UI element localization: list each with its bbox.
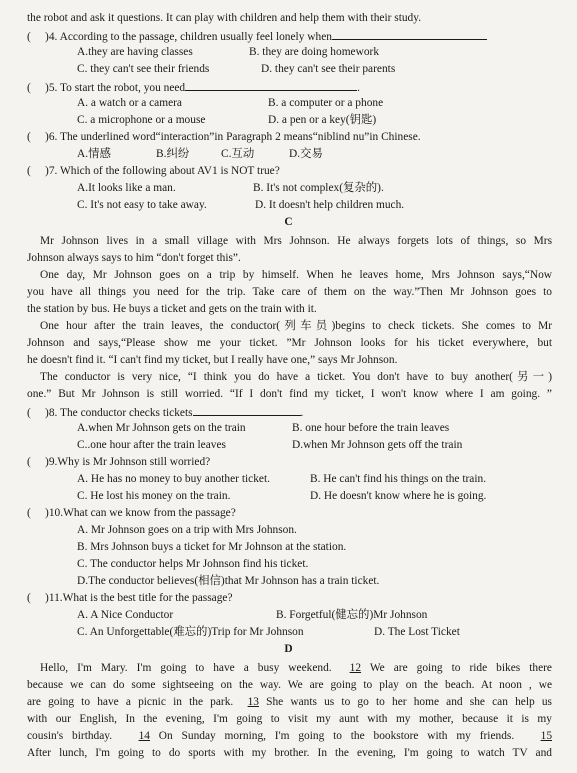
question-8-end: . (300, 407, 304, 419)
question-4-option-a: A.they are having classes (77, 46, 193, 58)
answer-blank (332, 28, 487, 40)
answer-paren: ( (27, 507, 31, 519)
passage-d-line (40, 661, 552, 676)
question-6-option-a: A.情感 (77, 148, 111, 160)
question-5-option-c: C. a microphone or a mouse (77, 114, 206, 126)
question-5-stem (27, 79, 360, 96)
question-5-option-d: D. a pen or a key(钥匙) (268, 114, 377, 126)
question-10-stem (27, 506, 236, 521)
passage-c-line: you have all things you need for the trip. Take care of them on the way.”Then Mr Johnson goes to (27, 286, 552, 298)
passage-d-text: are going to have a picnic in the park. (27, 696, 234, 708)
question-6-option-b: B.纠纷 (156, 148, 190, 160)
cloze-blank-number: 15 (540, 730, 553, 742)
question-6-option-d: D.交易 (289, 148, 323, 160)
question-8-option-c: C..one hour after the train leaves (77, 439, 226, 451)
passage-intro-tail: the robot and ask it questions. It can play with children and help them with their study. (27, 12, 422, 24)
question-7-option-b: B. It's not complex(复杂的). (253, 182, 384, 194)
question-4-text: )4. According to the passage, children usually feel lonely when (45, 31, 332, 43)
answer-blank (193, 404, 301, 416)
question-5-option-b: B. a computer or a phone (268, 97, 384, 109)
question-5-end: . (357, 82, 360, 94)
passage-d-text: Hello, I'm Mary. I'm going to have a busy weekend. (40, 662, 332, 674)
question-11-option-b: B. Forgetful(健忘的)Mr Johnson (276, 609, 428, 621)
question-4-option-d: D. they can't see their parents (261, 63, 396, 75)
cloze-blank-number: 13 (247, 696, 259, 708)
passage-c-line: the station by bus. He buys a ticket and gets on the train with it. (27, 303, 317, 315)
passage-c-line: One hour after the train leaves, the conductor(列车员)begins to check tickets. She comes to Mr (40, 320, 552, 332)
question-8-stem (27, 404, 303, 421)
passage-c-line: One day, Mr Johnson goes on a trip by himself. When he leaves home, Mrs Johnson says,“Now (40, 269, 552, 281)
question-10-option-a: A. Mr Johnson goes on a trip with Mrs Johnson. (77, 524, 297, 536)
passage-d-line (27, 729, 552, 744)
question-7-option-c: C. It's not easy to take away. (77, 199, 207, 211)
passage-c-line: Johnson and says,“Please show me your ticket. ”Mr Johnson looks for his ticket everywhere, but (27, 337, 552, 349)
question-5-option-a: A. a watch or a camera (77, 97, 182, 109)
question-6-stem (27, 130, 421, 145)
question-8-text: )8. The conductor checks tickets (45, 407, 193, 419)
passage-d-text: She wants us to go to her home and she can help us (258, 696, 552, 708)
answer-blank (185, 79, 357, 91)
question-7-option-a: A.It looks like a man. (77, 182, 176, 194)
question-11-option-c: C. An Unforgettable(难忘的)Trip for Mr Johnson (77, 626, 304, 638)
question-9-text: )9.Why is Mr Johnson still worried? (45, 456, 211, 468)
cloze-blank-number: 14 (138, 730, 150, 742)
passage-d-line (27, 695, 552, 710)
question-11-option-a: A. A Nice Conductor (77, 609, 174, 621)
section-c-heading: C (284, 216, 293, 228)
answer-paren: ( (27, 165, 31, 177)
question-4-option-c: C. they can't see their friends (77, 63, 210, 75)
question-9-option-b: B. He can't find his things on the train. (310, 473, 487, 485)
question-10-option-b: B. Mrs Johnson buys a ticket for Mr Johnson at the station. (77, 541, 347, 553)
question-11-option-d: D. The Lost Ticket (374, 626, 460, 638)
question-6-text: )6. The underlined word“interaction”in Paragraph 2 means“niblind nu”in Chinese. (45, 131, 421, 143)
question-8-option-a: A.when Mr Johnson gets on the train (77, 422, 246, 434)
passage-d-text: On Sunday morning, I'm going to the bookstore with my friends. (149, 730, 515, 742)
question-11-stem (27, 591, 233, 606)
passage-c-line: Johnson always says to him “don't forget this”. (27, 252, 241, 264)
passage-d-line: because we can do some sightseeing on the way. We are going to play on the beach. At noon , we (27, 679, 552, 691)
question-9-option-c: C. He lost his money on the train. (77, 490, 231, 502)
question-9-option-d: D. He doesn't know where he is going. (310, 490, 487, 502)
passage-d-line: After lunch, I'm going to do sports with my brother. In the evening, I'm going to watch TV and (27, 747, 552, 759)
passage-c-line: one.” But Mr Johnson is still worried. “If I don't find my ticket, I won't know where I am going. ” (27, 388, 552, 400)
answer-paren: ( (27, 456, 31, 468)
passage-c-line: The conductor is very nice, “I think you do have a ticket. You don't have to buy another(另一) (40, 371, 552, 383)
cloze-blank-number: 12 (349, 662, 362, 674)
answer-paren: ( (27, 31, 31, 43)
question-7-text: )7. Which of the following about AV1 is NOT true? (45, 165, 280, 177)
question-10-text: )10.What can we know from the passage? (45, 507, 236, 519)
question-11-text: )11.What is the best title for the passage? (45, 592, 233, 604)
question-10-option-c: C. The conductor helps Mr Johnson find his ticket. (77, 558, 309, 570)
answer-paren: ( (27, 131, 31, 143)
section-d-heading: D (284, 643, 293, 655)
question-9-stem (27, 455, 210, 470)
question-4-stem (27, 28, 487, 45)
question-10-option-d: D.The conductor believes(相信)that Mr Johnson has a train ticket. (77, 575, 380, 587)
question-5-text: )5. To start the robot, you need (45, 82, 186, 94)
question-6-option-c: C.互动 (221, 148, 255, 160)
question-7-option-d: D. It doesn't help children much. (255, 199, 405, 211)
passage-c-line: he doesn't find it. “I can't find my ticket, but I really have one,” says Mr Johnson. (27, 354, 398, 366)
answer-paren: ( (27, 407, 31, 419)
passage-d-text: cousin's birthday. (27, 730, 113, 742)
question-8-option-b: B. one hour before the train leaves (292, 422, 450, 434)
question-4-option-b: B. they are doing homework (249, 46, 380, 58)
passage-d-text: We are going to ride bikes there (361, 662, 552, 674)
question-7-stem (27, 164, 280, 179)
passage-d-line: with our English, In the evening, I'm going to visit my aunt with my mother, because it is my (27, 713, 552, 725)
answer-paren: ( (27, 82, 31, 94)
question-9-option-a: A. He has no money to buy another ticket. (77, 473, 270, 485)
passage-c-line: Mr Johnson lives in a small village with Mrs Johnson. He always forgets lots of things, so Mrs (40, 235, 552, 247)
question-8-option-d: D.when Mr Johnson gets off the train (292, 439, 463, 451)
answer-paren: ( (27, 592, 31, 604)
